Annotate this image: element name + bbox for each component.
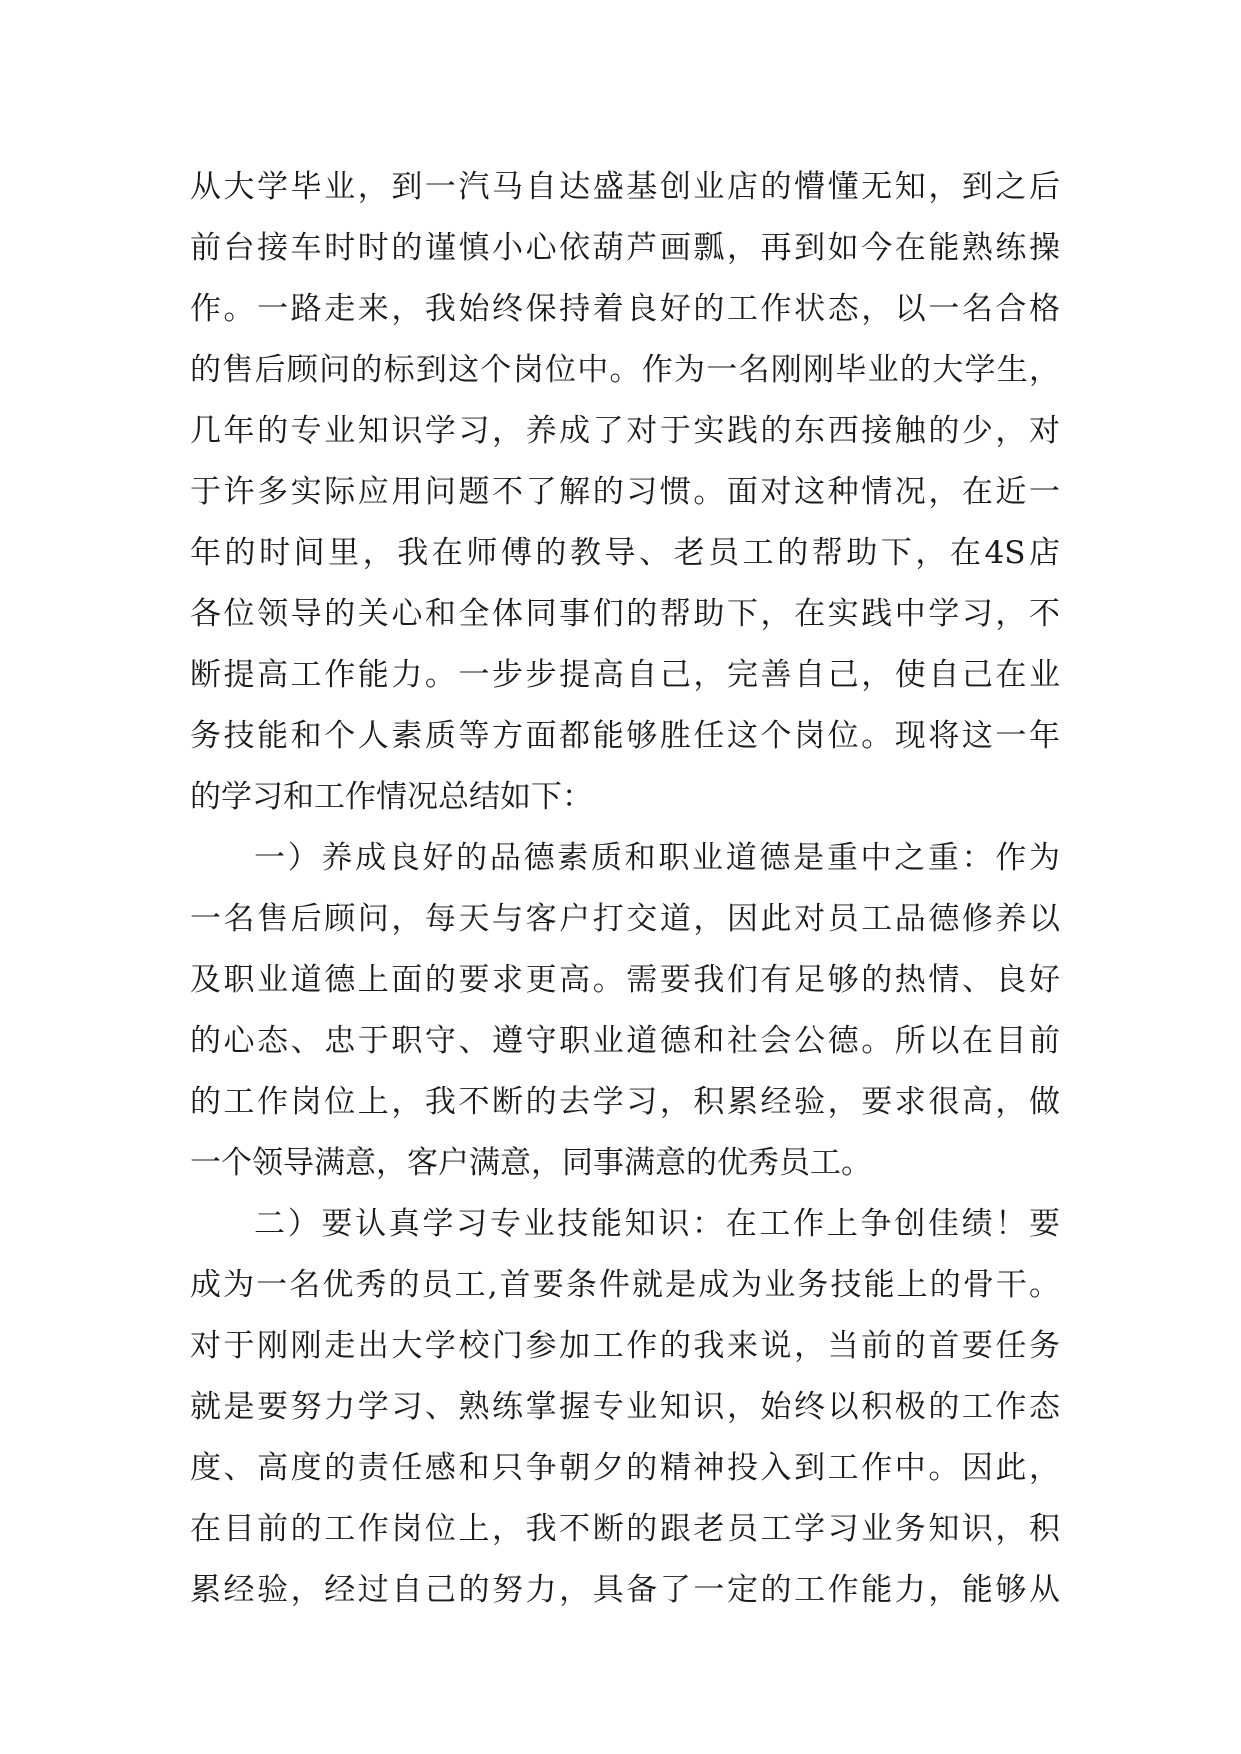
section-heading-line: 二）要认真学习专业技能知识：在工作上争创佳绩！要 [254, 1206, 1060, 1242]
text-line: 断提高工作能力。一步步提高自己，完善自己，使自己在业 [190, 657, 1060, 693]
text-line: 从大学毕业，到一汽马自达盛基创业店的懵懂无知，到之后 [190, 169, 1060, 205]
text-line: 的学习和工作情况总结如下： [190, 779, 593, 815]
paragraph-section-two [190, 1194, 1060, 1621]
text-line: 务技能和个人素质等方面都能够胜任这个岗位。现将这一年 [190, 718, 1060, 754]
text-line: 就是要努力学习、熟练掌握专业知识，始终以积极的工作态 [190, 1389, 1060, 1425]
text-line: 累经验，经过自己的努力，具备了一定的工作能力，能够从 [190, 1572, 1060, 1608]
text-line: 对于刚刚走出大学校门参加工作的我来说，当前的首要任务 [190, 1328, 1060, 1364]
text-line: 及职业道德上面的要求更高。需要我们有足够的热情、良好 [190, 962, 1060, 998]
text-line: 几年的专业知识学习，养成了对于实践的东西接触的少，对 [190, 413, 1060, 449]
text-line: 在目前的工作岗位上，我不断的跟老员工学习业务知识，积 [190, 1511, 1060, 1547]
text-line: 作。一路走来，我始终保持着良好的工作状态，以一名合格 [190, 291, 1060, 327]
paragraph-intro [190, 157, 1060, 828]
text-line: 的心态、忠于职守、遵守职业道德和社会公德。所以在目前 [190, 1023, 1060, 1059]
paragraph-section-one [190, 828, 1060, 1194]
text-line: 于许多实际应用问题不了解的习惯。面对这种情况，在近一 [190, 474, 1060, 510]
text-line: 成为一名优秀的员工,首要条件就是成为业务技能上的骨干。 [190, 1267, 1060, 1303]
text-line: 一名售后顾问，每天与客户打交道，因此对员工品德修养以 [190, 901, 1060, 937]
section-heading-line: 一）养成良好的品德素质和职业道德是重中之重：作为 [254, 840, 1060, 876]
text-line: 前台接车时时的谨慎小心依葫芦画瓢，再到如今在能熟练操 [190, 230, 1060, 266]
document-body [190, 157, 1060, 1621]
text-line: 的工作岗位上，我不断的去学习，积累经验，要求很高，做 [190, 1084, 1060, 1120]
text-line: 年的时间里，我在师傅的教导、老员工的帮助下，在4S店 [190, 535, 1060, 571]
text-line: 的售后顾问的标到这个岗位中。作为一名刚刚毕业的大学生， [190, 352, 1060, 388]
text-line: 各位领导的关心和全体同事们的帮助下，在实践中学习，不 [190, 596, 1060, 632]
text-line: 一个领导满意，客户满意，同事满意的优秀员工。 [190, 1145, 872, 1181]
text-line: 度、高度的责任感和只争朝夕的精神投入到工作中。因此， [190, 1450, 1060, 1486]
